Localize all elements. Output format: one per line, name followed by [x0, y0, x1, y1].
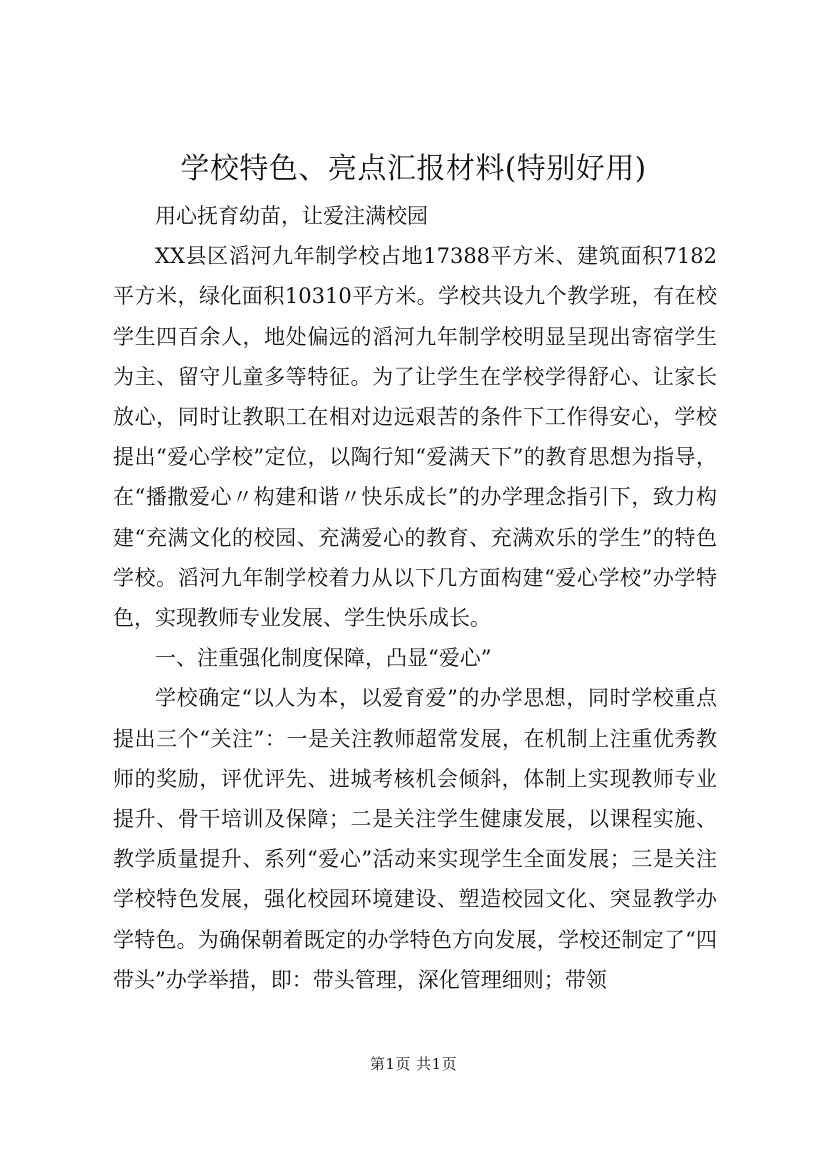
document-title: 学校特色、亮点汇报材料(特别好用) — [180, 151, 647, 185]
subtitle-paragraph: 用心抚育幼苗，让爱注满校园 — [155, 204, 428, 228]
document-body — [113, 196, 717, 1000]
section-heading: 一、注重强化制度保障，凸显“爱心” — [155, 646, 492, 671]
section-paragraph: 学校确定“以人为本，以爱育爱”的办学思想，同时学校重点提出三个“关注”：一是关注教师超常发展，在机制上注重优秀教师的奖励，评优评先、进城考核机会倾斜，体制上实现教师专业提升、骨干培训及保障；二是关注学生健康发展，以课程实施、教学质量提升、系列“爱心”活动来实现学生全面发展；三是关注学校特色发展，强化校园环境建设、塑造校园文化、突显教学办学特色。为确保朝着既定的办学特色方向发展，学校还制定了“四带头”办学举措，即：带头管理，深化管理细则；带领 — [113, 686, 717, 992]
intro-paragraph: XX县区滔河九年制学校占地17388平方米、建筑面积7182平方米，绿化面积10310平方米。学校共设九个教学班，有在校学生四百余人，地处偏远的滔河九年制学校明显呈现出寄宿学生为主、留守儿童多等特征。为了让学生在学校学得舒心、让家长放心，同时让教职工在相对边远艰苦的条件下工作得安心，学校提出“爱心学校”定位，以陶行知“爱满天下”的教育思想为指导，在“播撒爱心〃构建和谐〃快乐成长”的办学理念指引下，致力构建“充满文化的校园、充满爱心的教育、充满欢乐的学生”的特色学校。滔河九年制学校着力从以下几方面构建“爱心学校”办学特色，实现教师专业发展、学生快乐成长。 — [113, 244, 717, 631]
page-footer: 第1页 共1页 — [369, 1055, 458, 1073]
